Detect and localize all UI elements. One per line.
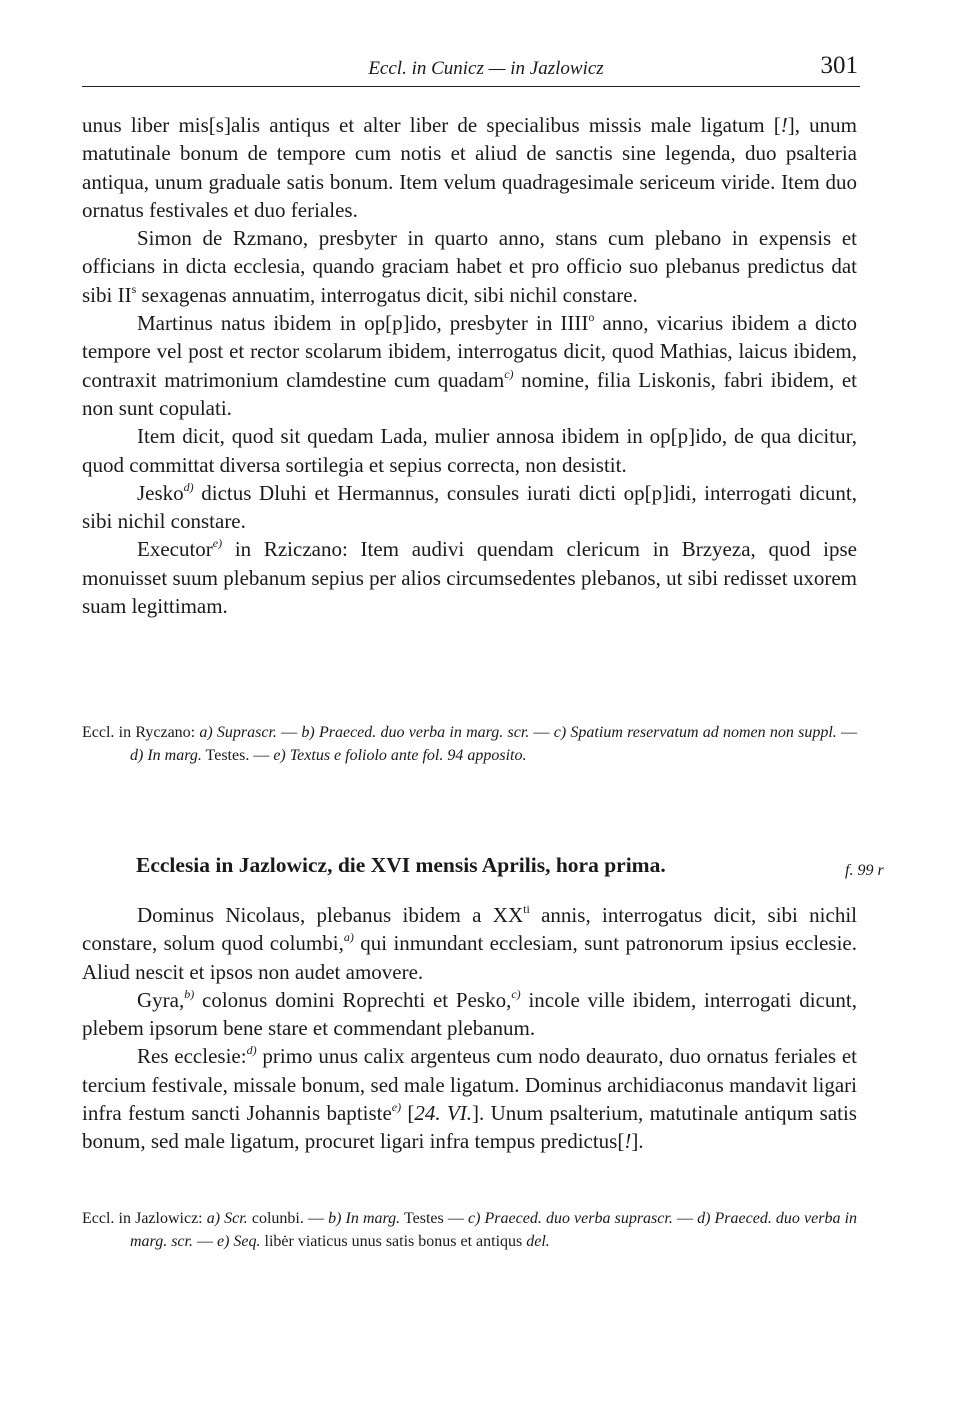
paragraph: unus liber mis[s]alis antiqus et alter liber de specialibus missis male ligatum [!], unum matutinale bonum de tempore cum notis et aliud de sanctis sine legenda, duo psalteria antiqua, unum graduale satis bonum. Item velum quadragesimale sericeum viride. Item duo ornatus festivales et duo feriales. [82,113,858,222]
paragraph: Dominus Nicolaus, plebanus ibidem a $XX^{ti}$ annis, interrogatus dicit, sibi nichil constare, solum quod columbi,$^{a)}$ qui inmundant ecclesiam, sunt patronorum ipsius ecclesie. Aliud nescit et ipsos non audet amovere. [82,902,858,984]
paragraph: Res ecclesie:$^{d)}$ primo unus calix argenteus cum nodo deaurato, duo ornatus feriales et tercium festivale, missale bonum, sed male ligatum. Dominus archidiaconus mandavit ligari infra festum sancti Johannis baptiste$^{e)}$ [24. VI.]. Unum psalterium, matutinale antiqum satis bonum, sed male ligatum, procuret ligari infra tempus predictus[!]. [82,1043,857,1154]
footnotes-section-1: Eccl. in Ryczano: a) Suprascr. — b) Praeced. duo verba in marg. scr. — c) Spatium reservatum ad nomen non suppl. — d) In marg. Testes. — e) Textus e foliolo ante fol. 94 apposito. [82,724,857,764]
body-text-section-1 [82,111,857,620]
paragraph: Executor$^{e)}$ in Rziczano: Item audivi quendam clericum in Brzyeza, quod ipse monuisset suum plebanum sepius per alios circumsedentes plebanos, ut sibi redisset uxorem suam legittimam. [82,536,857,619]
paragraph: Martinus natus ibidem in op[p]ido, presbyter in IIII$^o$ anno, vicarius ibidem a dicto tempore vel post et rector scolarum ibidem, interrogatus dicit, quod Mathias, laicus ibidem, contraxit matrimonium clamdestine cum quadam$^{c)}$ nomine, filia Liskonis, fabri ibidem, et non sunt copulati. [82,310,857,420]
folio-marker: f. 99 r [845,862,884,879]
paragraph: Jesko$^{d)}$ dictus Dluhi et Hermannus, consules iurati dicti op[p]idi, interrogati dicunt, sibi nichil constare. [82,479,857,534]
section-heading: Ecclesia in Jazlowicz, die XVI mensis Aprilis, hora prima. [136,853,666,877]
page-header [82,52,860,87]
page-number: 301 [820,52,858,79]
body-text-section-2 [82,901,857,1156]
running-title: Eccl. in Cunicz — in Jazlowicz [368,58,604,79]
footnotes-section-2: Eccl. in Jazlowicz: a) Scr. colunbi. — b) In marg. Testes — c) Praeced. duo verba suprascr. — d) Praeced. duo verba in marg. scr. — e) Seq. libėr viaticus unus satis bonus et antiqus del. [82,1210,858,1250]
paragraph: Item dicit, quod sit quedam Lada, mulier annosa ibidem in op[p]ido, de qua dicitur, quod committat diversa sortilegia et sepius correcta, non desistit. [82,424,857,477]
paragraph: Simon de Rzmano, presbyter in quarto anno, stans cum plebano in expensis et officians in dicta ecclesia, quando graciam habet et pro officio suo plebanus predictus dat sibi $II^s$ sexagenas annuatim, interrogatus dicit, sibi nichil constare. [82,226,857,307]
paragraph: Gyra,$^{b)}$ colonus domini Roprechti et Pesko,$^{c)}$ incole ville ibidem, interrogati dicunt, plebem ipsorum bene stare et commendant plebanum. [82,986,857,1041]
